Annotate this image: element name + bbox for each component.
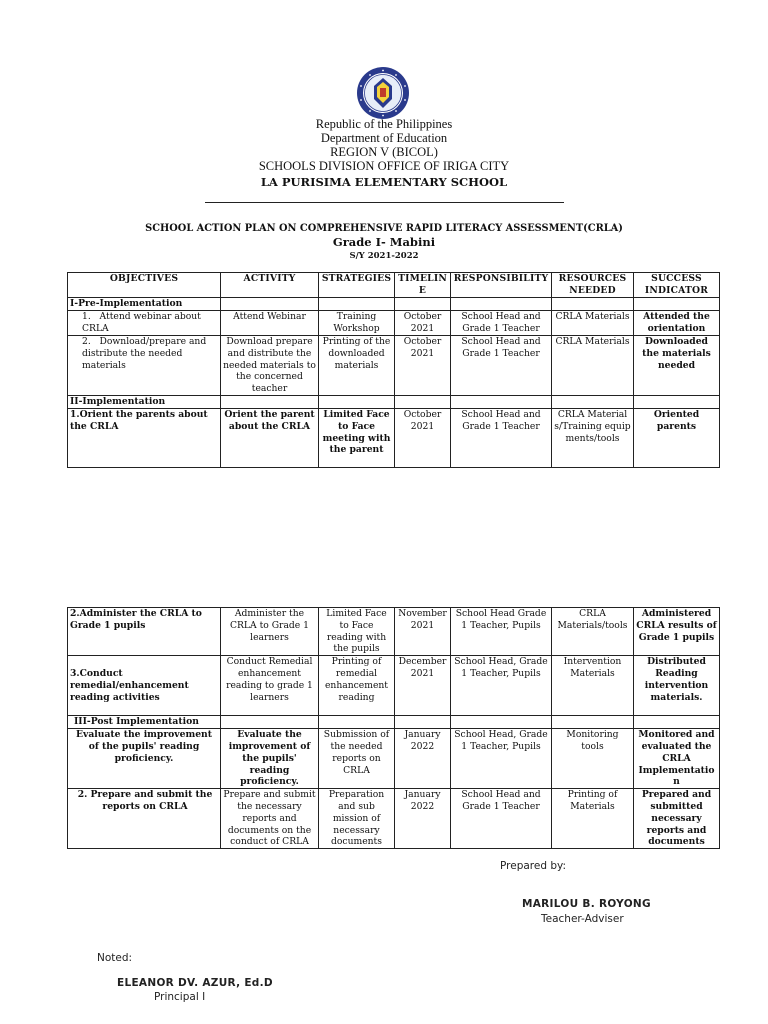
cell-responsibility: School Head and Grade 1 Teacher xyxy=(451,789,552,849)
action-plan-table-part2 xyxy=(67,607,720,849)
action-plan-table-part1 xyxy=(67,272,720,468)
preparer-name: MARILOU B. ROYONG xyxy=(522,898,651,910)
prepared-by-label: Prepared by: xyxy=(500,860,566,872)
cell-responsibility: School Head and Grade 1 Teacher xyxy=(451,408,552,467)
cell-resources: CRLA Materials xyxy=(552,311,634,336)
table-row xyxy=(68,336,720,396)
col-success-indicator: SUCCESS INDICATOR xyxy=(634,273,720,298)
cell-strategy: Limited Face to Face reading with the pupils xyxy=(319,608,395,656)
cell-strategy: Printing of remedial enhancement reading xyxy=(319,656,395,716)
cell-objective: 2.Administer the CRLA to Grade 1 pupils xyxy=(68,608,221,656)
deped-seal xyxy=(356,66,410,120)
cell-resources: CRLA Materials xyxy=(552,336,634,396)
cell-timeline: December 2021 xyxy=(395,656,451,716)
cell-success: Downloaded the materials needed xyxy=(634,336,720,396)
col-responsibility: RESPONSIBILITY xyxy=(451,273,552,298)
preparer-title: Teacher-Adviser xyxy=(541,913,624,925)
cell-objective: 3.Conduct remedial/enhancement reading activities xyxy=(68,656,221,716)
table-row xyxy=(68,789,720,849)
cell-activity: Conduct Remedial enhancement reading to grade 1 learners xyxy=(221,656,319,716)
plan-title: SCHOOL ACTION PLAN ON COMPREHENSIVE RAPID LITERACY ASSESSMENT(CRLA) xyxy=(145,223,623,234)
cell-timeline: October 2021 xyxy=(395,311,451,336)
col-timeline: TIMELINE xyxy=(395,273,451,298)
cell-resources: Intervention Materials xyxy=(552,656,634,716)
cell-objective: Evaluate the improvement of the pupils' reading proficiency. xyxy=(68,729,221,789)
cell-success: Oriented parents xyxy=(634,408,720,467)
cell-timeline: January 2022 xyxy=(395,729,451,789)
cell-success: Attended the orientation xyxy=(634,311,720,336)
cell-activity: Attend Webinar xyxy=(221,311,319,336)
cell-strategy: Printing of the downloaded materials xyxy=(319,336,395,396)
cell-responsibility: School Head and Grade 1 Teacher xyxy=(451,311,552,336)
cell-success: Distributed Reading intervention materials. xyxy=(634,656,720,716)
section-label: I-Pre-Implementation xyxy=(68,298,221,311)
cell-objective: 1. Attend webinar about CRLA xyxy=(68,311,221,336)
region-name: REGION V (BICOL) xyxy=(330,145,438,159)
cell-success: Monitored and evaluated the CRLA Implementation xyxy=(634,729,720,789)
plan-grade: Grade I- Mabini xyxy=(332,235,436,249)
cell-resources: CRLA Materials/tools xyxy=(552,608,634,656)
cell-timeline: October 2021 xyxy=(395,408,451,467)
cell-success: Prepared and submitted necessary reports and documents xyxy=(634,789,720,849)
cell-responsibility: School Head and Grade 1 Teacher xyxy=(451,336,552,396)
section-row xyxy=(68,298,720,311)
cell-timeline: November 2021 xyxy=(395,608,451,656)
department-name: Department of Education xyxy=(320,131,448,145)
col-activity: ACTIVITY xyxy=(221,273,319,298)
cell-success: Administered CRLA results of Grade 1 pupils xyxy=(634,608,720,656)
table-row xyxy=(68,608,720,656)
col-strategies: STRATEGIES xyxy=(319,273,395,298)
cell-responsibility: School Head, Grade 1 Teacher, Pupils xyxy=(451,729,552,789)
header-divider xyxy=(205,202,564,203)
section-row xyxy=(68,716,720,729)
country-name: Republic of the Philippines xyxy=(315,117,453,131)
table-row xyxy=(68,408,720,467)
cell-activity: Orient the parent about the CRLA xyxy=(221,408,319,467)
cell-resources: Printing of Materials xyxy=(552,789,634,849)
cell-strategy: Training Workshop xyxy=(319,311,395,336)
school-year: S/Y 2021-2022 xyxy=(349,251,419,261)
cell-objective: 2. Prepare and submit the reports on CRLA xyxy=(68,789,221,849)
cell-strategy: Preparation and sub mission of necessary documents xyxy=(319,789,395,849)
school-name: LA PURISIMA ELEMENTARY SCHOOL xyxy=(260,175,508,189)
cell-resources: Monitoring tools xyxy=(552,729,634,789)
noter-name: ELEANOR DV. AZUR, Ed.D xyxy=(117,977,273,989)
cell-responsibility: School Head, Grade 1 Teacher, Pupils xyxy=(451,656,552,716)
cell-timeline: January 2022 xyxy=(395,789,451,849)
table-row xyxy=(68,729,720,789)
section-row xyxy=(68,395,720,408)
division-name: SCHOOLS DIVISION OFFICE OF IRIGA CITY xyxy=(258,159,510,173)
section-label: II-Implementation xyxy=(68,395,221,408)
section-label: III-Post Implementation xyxy=(68,716,221,729)
table-row xyxy=(68,311,720,336)
table-header-row xyxy=(68,273,720,298)
cell-responsibility: School Head Grade 1 Teacher, Pupils xyxy=(451,608,552,656)
cell-timeline: October 2021 xyxy=(395,336,451,396)
noter-title: Principal I xyxy=(154,991,206,1003)
table-row xyxy=(68,656,720,716)
cell-resources: CRLA Materials/Training equipments/tools xyxy=(552,408,634,467)
cell-activity: Prepare and submit the necessary reports and documents on the conduct of CRLA xyxy=(221,789,319,849)
noted-label: Noted: xyxy=(97,952,133,964)
cell-objective: 1.Orient the parents about the CRLA xyxy=(68,408,221,467)
cell-activity: Evaluate the improvement of the pupils' reading proficiency. xyxy=(221,729,319,789)
col-objectives: OBJECTIVES xyxy=(68,273,221,298)
cell-activity: Download prepare and distribute the needed materials to the concerned teacher xyxy=(221,336,319,396)
col-resources: RESOURCES NEEDED xyxy=(552,273,634,298)
cell-strategy: Submission of the needed reports on CRLA xyxy=(319,729,395,789)
cell-activity: Administer the CRLA to Grade 1 learners xyxy=(221,608,319,656)
cell-strategy: Limited Face to Face meeting with the parent xyxy=(319,408,395,467)
cell-objective: 2. Download/prepare and distribute the needed materials xyxy=(68,336,221,396)
